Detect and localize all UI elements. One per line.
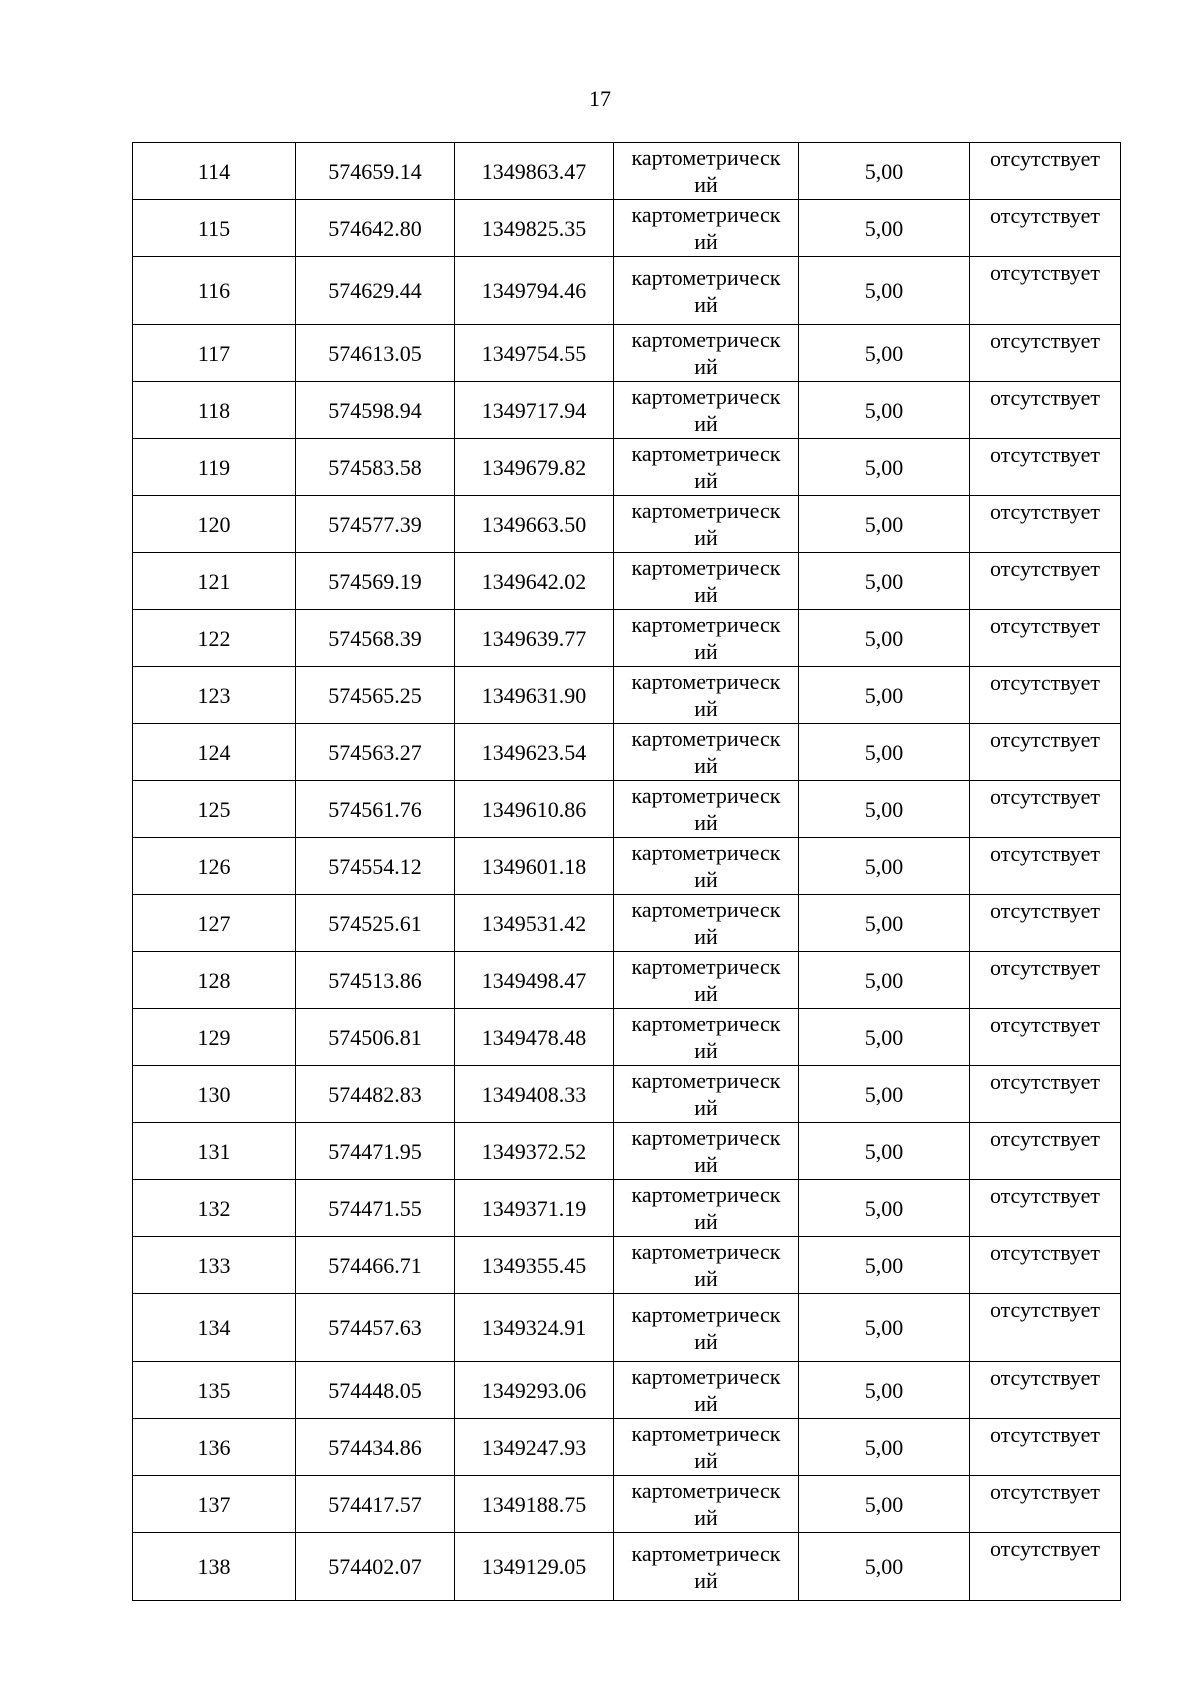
point-number-cell: 118 [133, 382, 296, 439]
table-row [133, 1533, 1121, 1601]
x-coordinate-cell: 574659.14 [296, 143, 455, 200]
y-coordinate-cell: 1349717.94 [455, 382, 614, 439]
x-coordinate-cell: 574471.55 [296, 1180, 455, 1237]
accuracy-cell: 5,00 [799, 667, 970, 724]
accuracy-cell: 5,00 [799, 838, 970, 895]
method-cell [614, 200, 799, 257]
accuracy-cell: 5,00 [799, 781, 970, 838]
method-text: картометрический [631, 726, 781, 778]
y-coordinate-cell: 1349372.52 [455, 1123, 614, 1180]
method-cell [614, 838, 799, 895]
method-cell [614, 325, 799, 382]
point-number-cell: 132 [133, 1180, 296, 1237]
method-cell [614, 667, 799, 724]
y-coordinate-cell: 1349408.33 [455, 1066, 614, 1123]
table-row [133, 1066, 1121, 1123]
table-row [133, 496, 1121, 553]
method-cell [614, 1123, 799, 1180]
description-cell: отсутствует [970, 1476, 1121, 1533]
x-coordinate-cell: 574563.27 [296, 724, 455, 781]
table-row [133, 143, 1121, 200]
table-row [133, 781, 1121, 838]
table-row [133, 200, 1121, 257]
y-coordinate-cell: 1349355.45 [455, 1237, 614, 1294]
description-cell: отсутствует [970, 382, 1121, 439]
description-cell: отсутствует [970, 200, 1121, 257]
accuracy-cell: 5,00 [799, 325, 970, 382]
method-cell [614, 439, 799, 496]
table-row [133, 895, 1121, 952]
method-text: картометрический [631, 441, 781, 493]
method-text: картометрический [631, 840, 781, 892]
accuracy-cell: 5,00 [799, 724, 970, 781]
method-text: картометрический [631, 897, 781, 949]
description-cell: отсутствует [970, 610, 1121, 667]
table-row [133, 1180, 1121, 1237]
point-number-cell: 133 [133, 1237, 296, 1294]
x-coordinate-cell: 574554.12 [296, 838, 455, 895]
method-cell [614, 724, 799, 781]
table-row [133, 1123, 1121, 1180]
y-coordinate-cell: 1349531.42 [455, 895, 614, 952]
table-row [133, 553, 1121, 610]
y-coordinate-cell: 1349639.77 [455, 610, 614, 667]
method-cell [614, 781, 799, 838]
description-cell: отсутствует [970, 143, 1121, 200]
accuracy-cell: 5,00 [799, 1009, 970, 1066]
table-row [133, 952, 1121, 1009]
point-number-cell: 120 [133, 496, 296, 553]
description-cell: отсутствует [970, 1009, 1121, 1066]
description-cell: отсутствует [970, 1237, 1121, 1294]
method-text: картометрический [631, 1068, 781, 1120]
method-text: картометрический [631, 1239, 781, 1291]
point-number-cell: 116 [133, 257, 296, 325]
y-coordinate-cell: 1349188.75 [455, 1476, 614, 1533]
accuracy-cell: 5,00 [799, 439, 970, 496]
description-cell: отсутствует [970, 553, 1121, 610]
table-row [133, 1009, 1121, 1066]
point-number-cell: 135 [133, 1362, 296, 1419]
method-cell [614, 1237, 799, 1294]
method-text: картометрический [631, 1421, 781, 1473]
x-coordinate-cell: 574482.83 [296, 1066, 455, 1123]
description-cell: отсутствует [970, 257, 1121, 325]
point-number-cell: 119 [133, 439, 296, 496]
point-number-cell: 126 [133, 838, 296, 895]
x-coordinate-cell: 574577.39 [296, 496, 455, 553]
description-cell: отсутствует [970, 1180, 1121, 1237]
method-cell [614, 952, 799, 1009]
method-text: картометрический [631, 327, 781, 379]
y-coordinate-cell: 1349825.35 [455, 200, 614, 257]
description-cell: отсутствует [970, 724, 1121, 781]
method-text: картометрический [631, 1125, 781, 1177]
method-text: картометрический [631, 783, 781, 835]
point-number-cell: 127 [133, 895, 296, 952]
table-row [133, 439, 1121, 496]
point-number-cell: 125 [133, 781, 296, 838]
y-coordinate-cell: 1349794.46 [455, 257, 614, 325]
table-row [133, 257, 1121, 325]
table-row [133, 1476, 1121, 1533]
method-text: картометрический [631, 612, 781, 664]
table-row [133, 724, 1121, 781]
description-cell: отсутствует [970, 952, 1121, 1009]
table-row [133, 667, 1121, 724]
description-cell: отсутствует [970, 325, 1121, 382]
accuracy-cell: 5,00 [799, 1180, 970, 1237]
method-text: картометрический [631, 498, 781, 550]
accuracy-cell: 5,00 [799, 1476, 970, 1533]
x-coordinate-cell: 574561.76 [296, 781, 455, 838]
description-cell: отсутствует [970, 1294, 1121, 1362]
accuracy-cell: 5,00 [799, 1362, 970, 1419]
y-coordinate-cell: 1349478.48 [455, 1009, 614, 1066]
x-coordinate-cell: 574629.44 [296, 257, 455, 325]
point-number-cell: 128 [133, 952, 296, 1009]
method-text: картометрический [631, 145, 781, 197]
coordinates-table-body [133, 143, 1121, 1601]
method-cell [614, 496, 799, 553]
description-cell: отсутствует [970, 838, 1121, 895]
table-row [133, 382, 1121, 439]
accuracy-cell: 5,00 [799, 553, 970, 610]
accuracy-cell: 5,00 [799, 143, 970, 200]
description-cell: отсутствует [970, 1419, 1121, 1476]
description-cell: отсутствует [970, 895, 1121, 952]
point-number-cell: 137 [133, 1476, 296, 1533]
table-row [133, 610, 1121, 667]
y-coordinate-cell: 1349754.55 [455, 325, 614, 382]
accuracy-cell: 5,00 [799, 610, 970, 667]
table-row [133, 1237, 1121, 1294]
method-cell [614, 1419, 799, 1476]
point-number-cell: 131 [133, 1123, 296, 1180]
description-cell: отсутствует [970, 439, 1121, 496]
description-cell: отсутствует [970, 1123, 1121, 1180]
method-text: картометрический [631, 384, 781, 436]
description-cell: отсутствует [970, 1533, 1121, 1601]
x-coordinate-cell: 574583.58 [296, 439, 455, 496]
x-coordinate-cell: 574402.07 [296, 1533, 455, 1601]
point-number-cell: 129 [133, 1009, 296, 1066]
y-coordinate-cell: 1349623.54 [455, 724, 614, 781]
accuracy-cell: 5,00 [799, 1533, 970, 1601]
table-row [133, 1294, 1121, 1362]
description-cell: отсутствует [970, 1362, 1121, 1419]
x-coordinate-cell: 574568.39 [296, 610, 455, 667]
y-coordinate-cell: 1349371.19 [455, 1180, 614, 1237]
y-coordinate-cell: 1349863.47 [455, 143, 614, 200]
x-coordinate-cell: 574565.25 [296, 667, 455, 724]
x-coordinate-cell: 574598.94 [296, 382, 455, 439]
page-number: 17 [589, 86, 611, 111]
y-coordinate-cell: 1349642.02 [455, 553, 614, 610]
point-number-cell: 123 [133, 667, 296, 724]
accuracy-cell: 5,00 [799, 952, 970, 1009]
y-coordinate-cell: 1349129.05 [455, 1533, 614, 1601]
description-cell: отсутствует [970, 1066, 1121, 1123]
method-text: картометрический [631, 669, 781, 721]
method-text: картометрический [631, 1364, 781, 1416]
point-number-cell: 124 [133, 724, 296, 781]
method-cell [614, 1476, 799, 1533]
point-number-cell: 138 [133, 1533, 296, 1601]
accuracy-cell: 5,00 [799, 496, 970, 553]
point-number-cell: 134 [133, 1294, 296, 1362]
accuracy-cell: 5,00 [799, 200, 970, 257]
method-cell [614, 895, 799, 952]
description-cell: отсутствует [970, 781, 1121, 838]
y-coordinate-cell: 1349663.50 [455, 496, 614, 553]
method-text: картометрический [631, 1182, 781, 1234]
method-text: картометрический [631, 954, 781, 1006]
method-cell [614, 1362, 799, 1419]
x-coordinate-cell: 574525.61 [296, 895, 455, 952]
x-coordinate-cell: 574434.86 [296, 1419, 455, 1476]
y-coordinate-cell: 1349679.82 [455, 439, 614, 496]
method-text: картометрический [631, 264, 781, 317]
method-cell [614, 1533, 799, 1601]
accuracy-cell: 5,00 [799, 257, 970, 325]
accuracy-cell: 5,00 [799, 1419, 970, 1476]
y-coordinate-cell: 1349293.06 [455, 1362, 614, 1419]
y-coordinate-cell: 1349610.86 [455, 781, 614, 838]
accuracy-cell: 5,00 [799, 382, 970, 439]
x-coordinate-cell: 574471.95 [296, 1123, 455, 1180]
x-coordinate-cell: 574457.63 [296, 1294, 455, 1362]
x-coordinate-cell: 574466.71 [296, 1237, 455, 1294]
x-coordinate-cell: 574613.05 [296, 325, 455, 382]
method-cell [614, 143, 799, 200]
accuracy-cell: 5,00 [799, 1066, 970, 1123]
point-number-cell: 130 [133, 1066, 296, 1123]
x-coordinate-cell: 574506.81 [296, 1009, 455, 1066]
point-number-cell: 115 [133, 200, 296, 257]
method-text: картометрический [631, 1011, 781, 1063]
method-text: картометрический [631, 202, 781, 254]
accuracy-cell: 5,00 [799, 1237, 970, 1294]
method-cell [614, 1180, 799, 1237]
table-row [133, 838, 1121, 895]
y-coordinate-cell: 1349498.47 [455, 952, 614, 1009]
coordinates-table [132, 142, 1121, 1601]
point-number-cell: 114 [133, 143, 296, 200]
method-cell [614, 1009, 799, 1066]
method-text: картометрический [631, 1301, 781, 1354]
y-coordinate-cell: 1349324.91 [455, 1294, 614, 1362]
method-cell [614, 1294, 799, 1362]
method-cell [614, 610, 799, 667]
point-number-cell: 122 [133, 610, 296, 667]
table-row [133, 1362, 1121, 1419]
accuracy-cell: 5,00 [799, 895, 970, 952]
accuracy-cell: 5,00 [799, 1294, 970, 1362]
table-row [133, 325, 1121, 382]
method-text: картометрический [631, 1540, 781, 1593]
x-coordinate-cell: 574417.57 [296, 1476, 455, 1533]
y-coordinate-cell: 1349247.93 [455, 1419, 614, 1476]
method-cell [614, 257, 799, 325]
point-number-cell: 117 [133, 325, 296, 382]
table-row [133, 1419, 1121, 1476]
point-number-cell: 136 [133, 1419, 296, 1476]
description-cell: отсутствует [970, 667, 1121, 724]
x-coordinate-cell: 574448.05 [296, 1362, 455, 1419]
description-cell: отсутствует [970, 496, 1121, 553]
method-text: картометрический [631, 1478, 781, 1530]
x-coordinate-cell: 574569.19 [296, 553, 455, 610]
method-cell [614, 1066, 799, 1123]
point-number-cell: 121 [133, 553, 296, 610]
method-cell [614, 553, 799, 610]
y-coordinate-cell: 1349601.18 [455, 838, 614, 895]
y-coordinate-cell: 1349631.90 [455, 667, 614, 724]
x-coordinate-cell: 574642.80 [296, 200, 455, 257]
x-coordinate-cell: 574513.86 [296, 952, 455, 1009]
method-text: картометрический [631, 555, 781, 607]
method-cell [614, 382, 799, 439]
accuracy-cell: 5,00 [799, 1123, 970, 1180]
